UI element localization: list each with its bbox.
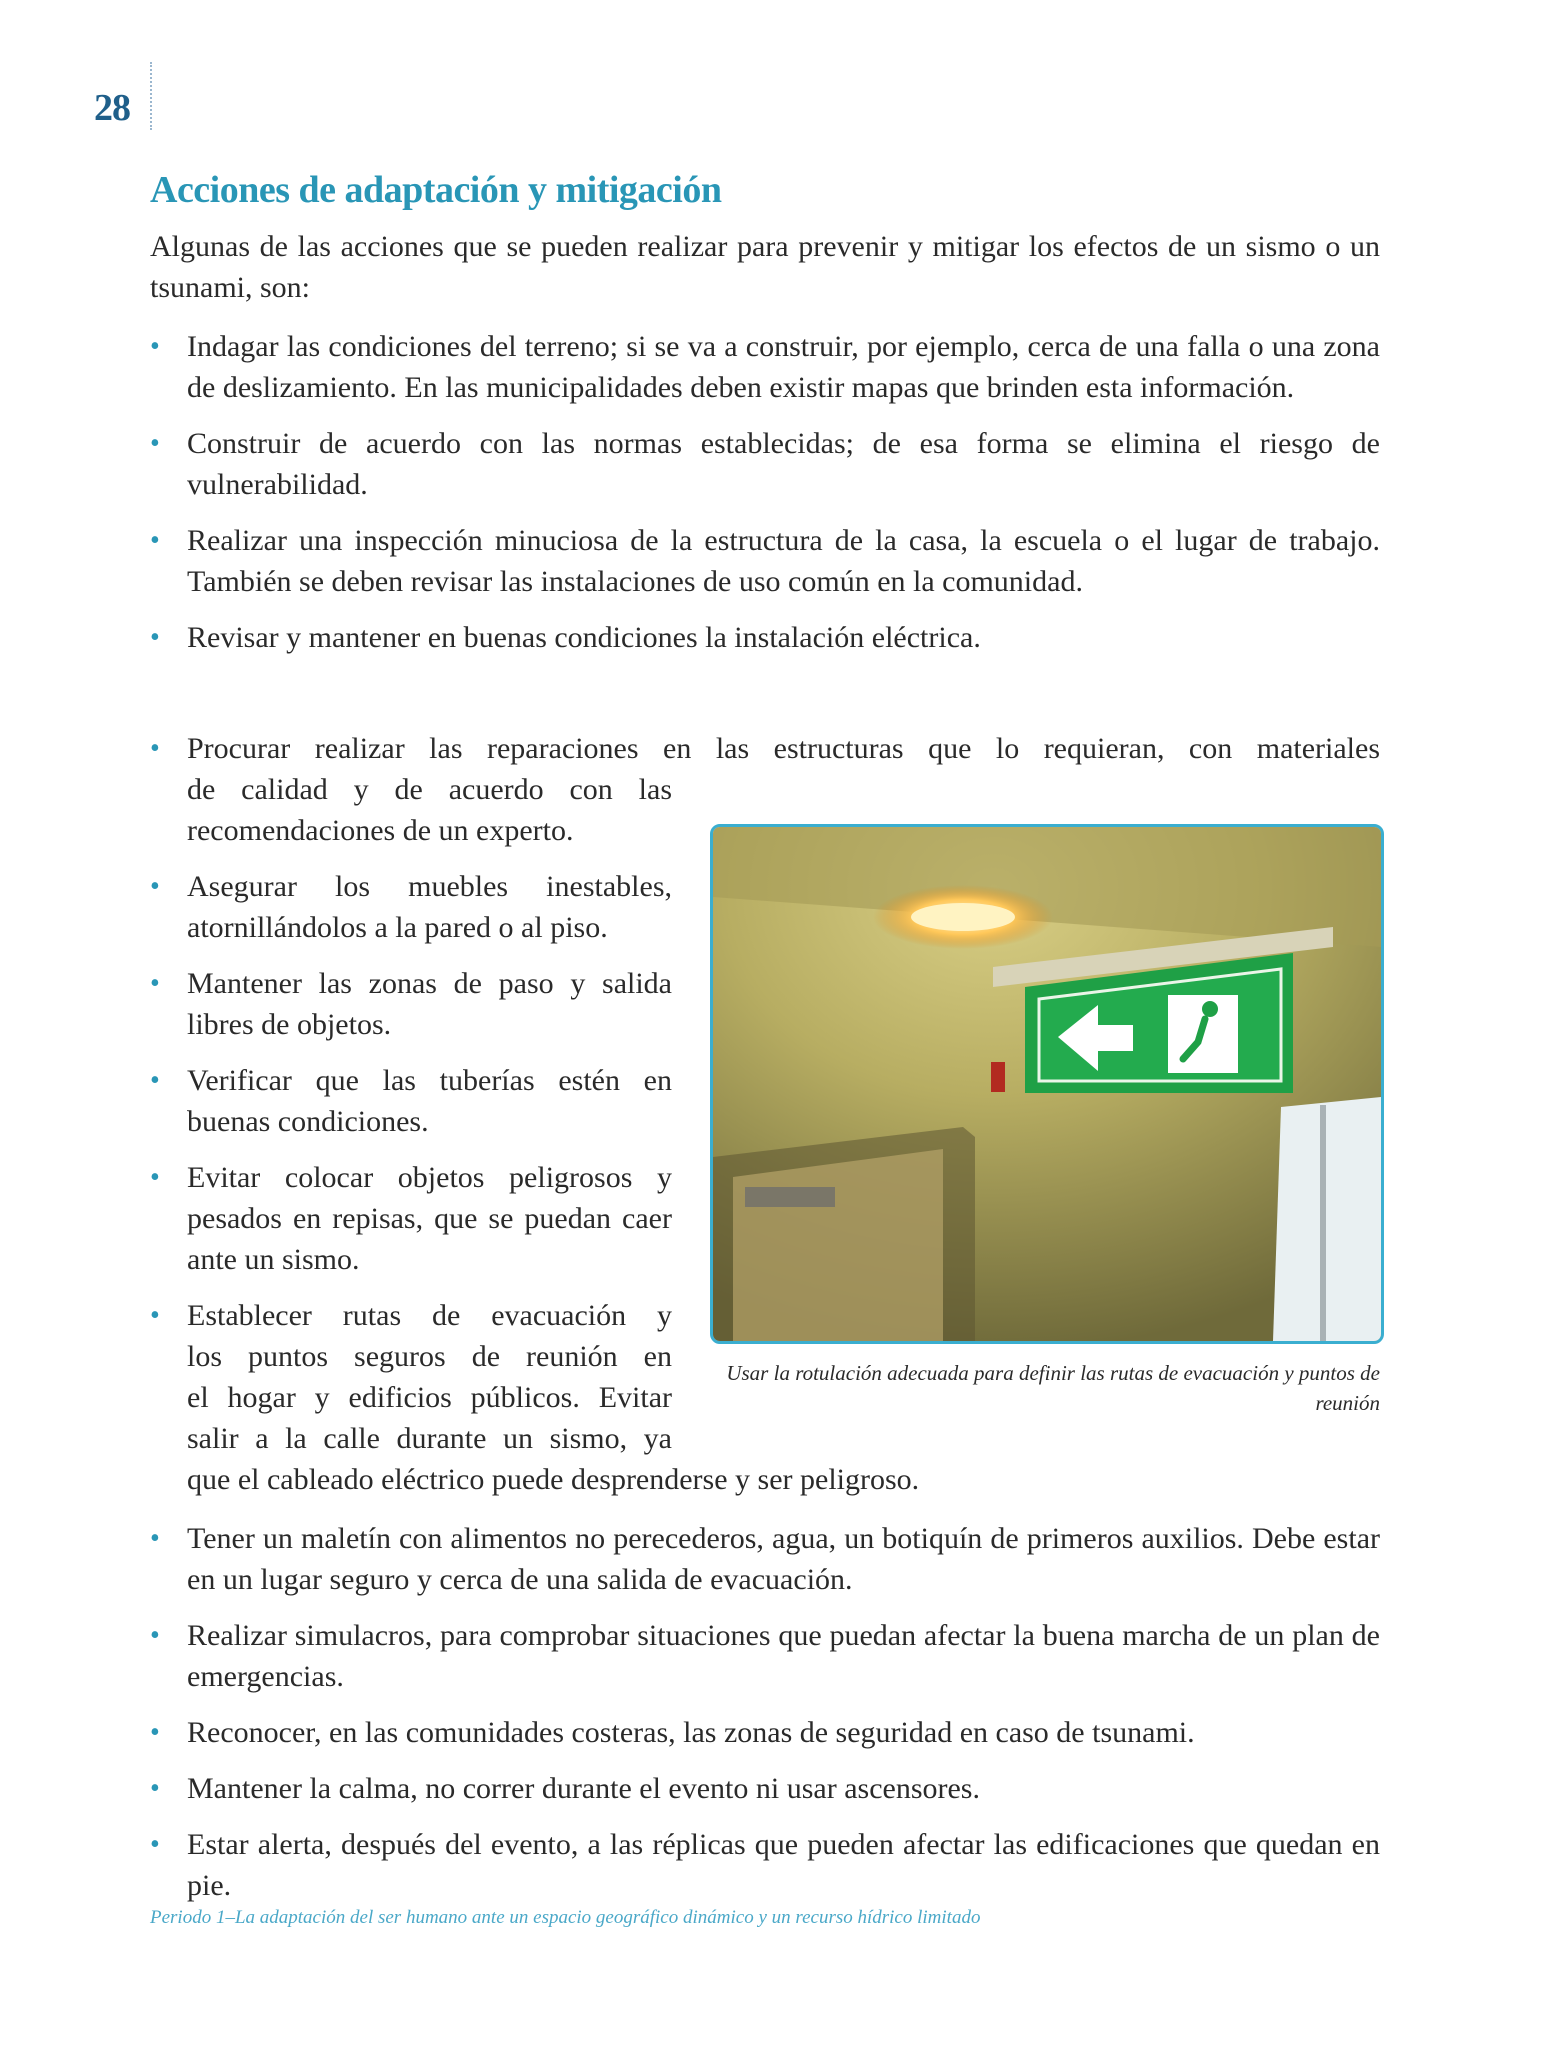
list-item: • Revisar y mantener en buenas condiciones la instalación eléctrica.	[150, 617, 1380, 658]
list-item: • Establecer rutas de evacuación y los puntos seguros de reunión en el hogar y edificios públicos. Evitar salir a la calle durante un sismo, ya que el cableado eléctrico puede desprenderse y ser peligroso.	[150, 1295, 1380, 1500]
list-item: • Mantener las zonas de paso y salida libres de objetos.	[150, 963, 672, 1045]
fire-alarm	[991, 1062, 1005, 1092]
list-item: • Asegurar los muebles inestables, atornillándolos a la pared o al piso.	[150, 866, 672, 948]
bullet-icon: •	[150, 871, 160, 902]
list-item: • Verificar que las tuberías estén en buenas condiciones.	[150, 1060, 672, 1142]
window	[1273, 1097, 1381, 1341]
ceiling-light-bulb	[911, 903, 1015, 931]
intro-paragraph: Algunas de las acciones que se pueden realizar para prevenir y mitigar los efectos de un sismo o un tsunami, son:	[150, 230, 1380, 304]
action-list-top	[150, 326, 1380, 673]
list-item: • Realizar simulacros, para comprobar situaciones que puedan afectar la buena marcha de un plan de emergencias.	[150, 1615, 1380, 1697]
bullet-icon: •	[150, 1717, 160, 1748]
list-item: • Realizar una inspección minuciosa de la estructura de la casa, la escuela o el lugar de trabajo. También se deben revisar las instalaciones de uso común en la comunidad.	[150, 520, 1380, 602]
bullet-icon: •	[150, 1523, 160, 1554]
bullet-icon: •	[150, 1162, 160, 1193]
bullet-icon: •	[150, 968, 160, 999]
list-item: • Tener un maletín con alimentos no perecederos, agua, un botiquín de primeros auxilios. Debe estar en un lugar seguro y cerca de una salida de evacuación.	[150, 1518, 1380, 1600]
page-number-divider	[150, 62, 152, 130]
list-item: • Construir de acuerdo con las normas establecidas; de esa forma se elimina el riesgo de vulnerabilidad.	[150, 423, 1380, 505]
bullet-icon: •	[150, 733, 160, 764]
list-item: • Mantener la calma, no correr durante el evento ni usar ascensores.	[150, 1768, 1380, 1809]
list-item: • Procurar realizar las reparaciones en las estructuras que lo requieran, con materiales de calidad y de acuerdo con las recomendaciones de un experto.	[150, 728, 1380, 851]
figure-caption: Usar la rotulación adecuada para definir las rutas de evacuación y puntos de reunión	[726, 1361, 1380, 1415]
page-footer: Periodo 1–La adaptación del ser humano ante un espacio geográfico dinámico y un recurso hídrico limitado	[150, 1907, 981, 1928]
list-item: • Evitar colocar objetos peligrosos y pesados en repisas, que se puedan caer ante un sismo.	[150, 1157, 672, 1280]
exit-sign-illustration	[713, 827, 1381, 1341]
door-closer	[745, 1187, 835, 1207]
door	[733, 1149, 943, 1341]
bullet-icon: •	[150, 428, 160, 459]
bullet-icon: •	[150, 1620, 160, 1651]
list-item: • Estar alerta, después del evento, a las réplicas que pueden afectar las edificaciones que quedan en pie.	[150, 1824, 1380, 1906]
exit-sign-photo	[710, 824, 1384, 1344]
bullet-icon: •	[150, 1300, 160, 1331]
bullet-icon: •	[150, 331, 160, 362]
action-list-bottom	[150, 1518, 1380, 1921]
bullet-icon: •	[150, 622, 160, 653]
bullet-icon: •	[150, 1065, 160, 1096]
list-item: • Indagar las condiciones del terreno; si se va a construir, por ejemplo, cerca de una falla o una zona de deslizamiento. En las municipalidades deben existir mapas que brinden esta información.	[150, 326, 1380, 408]
bullet-icon: •	[150, 1829, 160, 1860]
page-number: 28	[94, 87, 130, 129]
bullet-icon: •	[150, 1773, 160, 1804]
section-title: Acciones de adaptación y mitigación	[150, 169, 722, 211]
bullet-icon: •	[150, 525, 160, 556]
list-item: • Reconocer, en las comunidades costeras, las zonas de seguridad en caso de tsunami.	[150, 1712, 1380, 1753]
